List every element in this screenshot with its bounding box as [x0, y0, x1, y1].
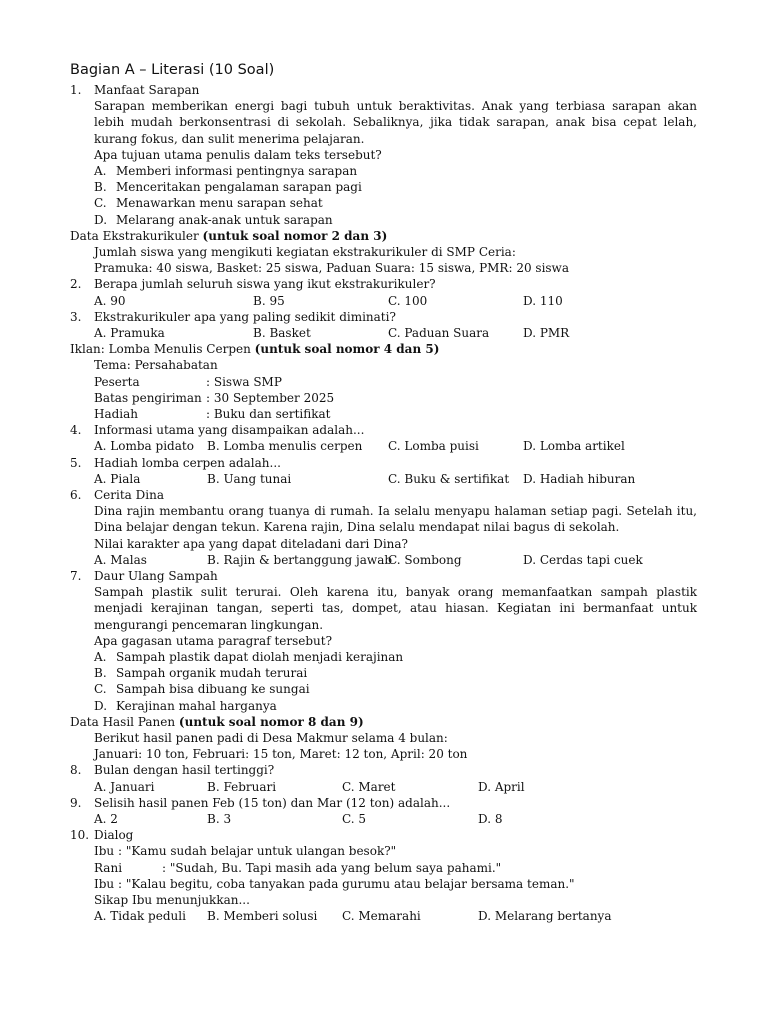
passage-text: Sarapan memberikan energi bagi tubuh untuk beraktivitas. Anak yang terbiasa sarapan akan lebih mudah berkonsentrasi di sekolah. Sebaliknya, jika tidak sarapan, anak bisa cepat lelah, kurang fokus, dan sulit menerima pelajaran.	[94, 99, 697, 146]
option-a: A. Lomba pidato	[94, 439, 194, 454]
option-text: Melarang anak-anak untuk sarapan	[116, 212, 333, 227]
option-a	[70, 163, 697, 179]
data-block-label: Data Ekstrakurikuler	[70, 228, 199, 243]
option-d: D. Lomba artikel	[523, 439, 625, 454]
question-text: Nilai karakter apa yang dapat diteladani dari Dina?	[94, 536, 408, 551]
passage-text: Dina rajin membantu orang tuanya di rumah. Ia selalu menyapu halaman setiap pagi. Setelah itu, Dina belajar dengan tekun. Karena rajin, Dina selalu mendapat nilai bagus di sekolah.	[94, 504, 697, 535]
options-row	[70, 811, 697, 827]
ad-value: : 30 September 2025	[206, 390, 335, 405]
question-text: Ekstrakurikuler apa yang paling sedikit diminati?	[94, 309, 396, 324]
option-c: C. 100	[388, 293, 428, 308]
option-c: C. Maret	[342, 779, 396, 794]
option-b: B. 95	[253, 293, 285, 308]
option-b: B. Februari	[207, 779, 277, 794]
option-c: C. Lomba puisi	[388, 439, 479, 454]
options-row	[70, 325, 697, 341]
option-b: B. Lomba menulis cerpen	[207, 439, 363, 454]
question-2	[70, 276, 697, 292]
option-text: Kerajinan mahal harganya	[116, 698, 277, 713]
options-row	[70, 471, 697, 487]
option-c	[70, 195, 697, 211]
option-c: C. Sombong	[388, 552, 462, 567]
options-row	[70, 552, 697, 568]
option-d	[70, 212, 697, 228]
option-c: C. Buku & sertifikat	[388, 471, 510, 486]
question-9	[70, 795, 697, 811]
passage-title: Manfaat Sarapan	[94, 83, 200, 97]
data-block-header	[70, 714, 697, 730]
option-c: C. Memarahi	[342, 909, 421, 924]
option-b	[70, 665, 697, 681]
option-letter: A.	[94, 650, 107, 665]
option-a: A. Piala	[94, 471, 141, 486]
option-letter: D.	[94, 698, 108, 713]
option-b: B. Rajin & bertanggung jawab	[207, 552, 393, 567]
question-4	[70, 422, 697, 438]
option-letter: A.	[94, 164, 107, 179]
option-letter: C.	[94, 682, 107, 697]
option-c: C. Paduan Suara	[388, 326, 490, 341]
data-block-label: Iklan: Lomba Menulis Cerpen	[70, 342, 251, 357]
data-line: Jumlah siswa yang mengikuti kegiatan ekstrakurikuler di SMP Ceria:	[94, 245, 516, 260]
option-text: Sampah plastik dapat diolah menjadi kerajinan	[116, 650, 404, 665]
option-a: A. Pramuka	[94, 326, 165, 341]
question-text: Sikap Ibu menunjukkan...	[94, 893, 250, 908]
option-c	[70, 681, 697, 697]
ad-value: : Buku dan sertifikat	[206, 407, 331, 422]
question-number: 4.	[70, 423, 82, 438]
question-number: 7.	[70, 569, 82, 584]
option-d: D. Cerdas tapi cuek	[523, 552, 643, 567]
data-block-note: (untuk soal nomor 4 dan 5)	[254, 342, 440, 357]
option-text: Sampah bisa dibuang ke sungai	[116, 682, 310, 697]
option-a: A. Tidak peduli	[94, 909, 186, 924]
dialog-text: Ibu : "Kalau begitu, coba tanyakan pada gurumu atau belajar bersama teman."	[94, 876, 575, 891]
ad-value: : Siswa SMP	[206, 374, 282, 389]
option-b	[70, 179, 697, 195]
question-text: Informasi utama yang disampaikan adalah...	[94, 423, 365, 438]
dialog-line	[70, 876, 697, 892]
option-d: D. Hadiah hiburan	[523, 471, 636, 486]
ad-row	[70, 390, 697, 406]
dialog-line	[70, 843, 697, 859]
passage-title: Dialog	[94, 828, 134, 843]
question-text: Hadiah lomba cerpen adalah...	[94, 455, 281, 470]
data-block-note: (untuk soal nomor 8 dan 9)	[178, 714, 364, 729]
option-d: D. 110	[523, 293, 563, 308]
option-b: B. 3	[207, 812, 232, 827]
question-text: Selisih hasil panen Feb (15 ton) dan Mar (12 ton) adalah...	[94, 795, 451, 810]
data-block-header	[70, 341, 697, 357]
dialog-text: Ibu : "Kamu sudah belajar untuk ulangan besok?"	[94, 844, 397, 859]
question-number: 2.	[70, 277, 82, 292]
option-d	[70, 698, 697, 714]
option-c: C. 5	[342, 812, 367, 827]
question-10-header	[70, 827, 697, 843]
question-text: Bulan dengan hasil tertinggi?	[94, 763, 275, 778]
option-a	[70, 649, 697, 665]
data-line: Berikut hasil panen padi di Desa Makmur selama 4 bulan:	[94, 731, 448, 746]
option-d: D. Melarang bertanya	[478, 909, 612, 924]
option-a: A. Januari	[94, 779, 155, 794]
option-a: A. 2	[94, 812, 118, 827]
data-line: Pramuka: 40 siswa, Basket: 25 siswa, Paduan Suara: 15 siswa, PMR: 20 siswa	[94, 261, 569, 276]
question-number: 8.	[70, 763, 82, 778]
option-d: D. PMR	[523, 326, 570, 341]
option-letter: B.	[94, 180, 107, 195]
option-a: A. 90	[94, 293, 126, 308]
option-b: B. Basket	[253, 326, 311, 341]
question-text: Apa gagasan utama paragraf tersebut?	[94, 633, 333, 648]
section-title: Bagian A – Literasi (10 Soal)	[70, 62, 275, 78]
question-number: 9.	[70, 795, 82, 810]
ad-key: Hadiah	[94, 407, 139, 422]
question-5	[70, 455, 697, 471]
data-line: Januari: 10 ton, Februari: 15 ton, Maret: 12 ton, April: 20 ton	[94, 747, 468, 762]
question-text: Apa tujuan utama penulis dalam teks tersebut?	[94, 147, 382, 162]
option-d: D. 8	[478, 812, 503, 827]
passage-title: Daur Ulang Sampah	[94, 569, 218, 584]
ad-key: Peserta	[94, 374, 140, 389]
options-row	[70, 293, 697, 309]
dialog-line	[70, 860, 697, 876]
question-7-header	[70, 568, 697, 584]
option-letter: C.	[94, 196, 107, 211]
option-a: A. Malas	[94, 552, 147, 567]
options-row	[70, 438, 697, 454]
data-block-label: Data Hasil Panen	[70, 714, 176, 729]
ad-theme: Tema: Persahabatan	[94, 358, 218, 373]
option-text: Sampah organik mudah terurai	[116, 666, 308, 681]
passage-title: Cerita Dina	[94, 488, 164, 503]
question-8	[70, 762, 697, 778]
ad-row	[70, 374, 697, 390]
option-text: Menceritakan pengalaman sarapan pagi	[116, 180, 362, 195]
question-text: Berapa jumlah seluruh siswa yang ikut ekstrakurikuler?	[94, 277, 436, 292]
ad-row	[70, 406, 697, 422]
ad-key: Batas pengiriman	[94, 390, 202, 405]
data-block-note: (untuk soal nomor 2 dan 3)	[202, 228, 388, 243]
data-block-header	[70, 228, 697, 244]
options-row	[70, 908, 697, 924]
question-6-header	[70, 487, 697, 503]
question-number: 6.	[70, 488, 82, 503]
option-text: Menawarkan menu sarapan sehat	[116, 196, 323, 211]
dialog-speaker: Rani	[94, 860, 123, 875]
option-letter: D.	[94, 212, 108, 227]
question-number: 5.	[70, 455, 82, 470]
dialog-text: : "Sudah, Bu. Tapi masih ada yang belum saya pahami."	[162, 860, 502, 875]
question-1-header	[70, 82, 697, 98]
option-letter: B.	[94, 666, 107, 681]
option-b: B. Memberi solusi	[207, 909, 318, 924]
question-number: 3.	[70, 309, 82, 324]
question-number: 1.	[70, 83, 82, 97]
passage-text: Sampah plastik sulit terurai. Oleh karena itu, banyak orang memanfaatkan sampah plastik menjadi kerajinan tangan, seperti tas, dompet, atau hiasan. Kegiatan ini bermanfaat untuk mengurangi pencemaran lingkungan.	[94, 585, 697, 632]
options-row	[70, 779, 697, 795]
question-number: 10.	[70, 828, 90, 843]
option-b: B. Uang tunai	[207, 471, 292, 486]
question-3	[70, 309, 697, 325]
worksheet	[70, 60, 697, 924]
option-text: Memberi informasi pentingnya sarapan	[116, 164, 358, 179]
option-d: D. April	[478, 779, 525, 794]
